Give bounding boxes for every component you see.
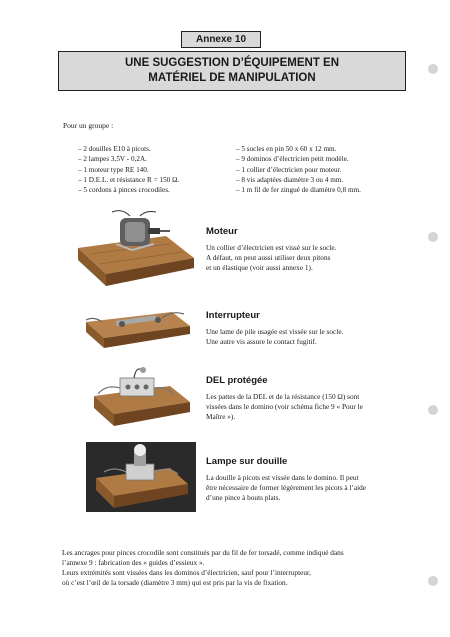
footer-line: Leurs extrémités sont vissées dans les dominos d’électricien, sauf pour l’interrupteur, — [62, 568, 311, 577]
list-item: – 5 cordons à pinces crocodiles. — [78, 186, 170, 195]
section-line: A défaut, on peut aussi utiliser deux pitons — [206, 253, 331, 262]
section-line: et un élastique (voir aussi annexe 1). — [206, 263, 313, 272]
section-del-protegee — [206, 375, 431, 422]
section-line: d’une pince à bouts plats. — [206, 493, 281, 502]
list-item: – 5 socles en pin 50 x 60 x 12 mm. — [236, 145, 337, 153]
switch-photo — [82, 304, 194, 350]
section-line: Maître »). — [206, 412, 236, 421]
section-title: DEL protégée — [206, 375, 268, 386]
section-lampe-sur-douille — [206, 456, 431, 503]
led-photo — [90, 366, 194, 430]
page-title — [58, 51, 406, 91]
section-line: Une lame de pile usagée est vissée sur le socle. — [206, 327, 344, 336]
list-item: – 1 moteur type RE 140. — [78, 165, 149, 174]
list-item: – 2 douilles E10 à picots. — [78, 145, 151, 153]
motor-photo — [70, 208, 200, 290]
list-item: – 1 D.E.L. et résistance R = 150 Ω. — [78, 175, 180, 184]
section-line: Une autre vis assure le contact fugitif. — [206, 337, 317, 346]
list-item: – 9 dominos d’électricien petit modèle. — [236, 155, 349, 164]
intro-text: Pour un groupe : — [63, 121, 114, 130]
section-line: La douille à picots est vissée dans le domino. Il peut — [206, 473, 359, 482]
list-item: – 1 collier d’électricien pour moteur. — [236, 165, 342, 174]
section-title: Moteur — [206, 226, 238, 237]
section-line: être nécessaire de former légèrement les picots à l’aide — [206, 483, 367, 492]
lamp-photo — [86, 442, 196, 512]
section-line: Un collier d’électricien est vissé sur le socle. — [206, 243, 337, 252]
annexe-label: Annexe 10 — [181, 31, 261, 48]
section-interrupteur — [206, 310, 431, 347]
section-title: Interrupteur — [206, 310, 260, 321]
list-item: – 2 lampes 3,5V - 0,2A. — [78, 155, 147, 164]
punch-hole — [428, 64, 438, 74]
equipment-list-left — [78, 144, 179, 195]
section-line: Les pattes de la DEL et de la résistance (150 Ω) sont — [206, 392, 360, 401]
equipment-list-right — [236, 144, 361, 195]
footer-note — [62, 548, 432, 588]
section-title: Lampe sur douille — [206, 456, 288, 467]
footer-line: où c’est l’œil de la torsade (diamètre 3 mm) qui est pris par la vis de fixation. — [62, 578, 288, 587]
section-moteur — [206, 226, 431, 273]
footer-line: l’annexe 9 : fabrication des « guides d’essieux ». — [62, 558, 205, 567]
footer-line: Les ancrages pour pinces crocodile sont constitués par du fil de fer torsadé, comme indiqué dans — [62, 548, 344, 557]
title-line-1: UNE SUGGESTION D’ÉQUIPEMENT EN — [124, 57, 340, 69]
list-item: – 8 vis adaptées diamètre 3 ou 4 mm. — [236, 175, 344, 184]
list-item: – 1 m fil de fer zingué de diamètre 0,8 mm. — [236, 186, 361, 195]
title-line-2: MATÉRIEL DE MANIPULATION — [148, 72, 316, 84]
section-line: vissées dans le domino (voir schéma fiche 9 « Pour le — [206, 402, 363, 411]
